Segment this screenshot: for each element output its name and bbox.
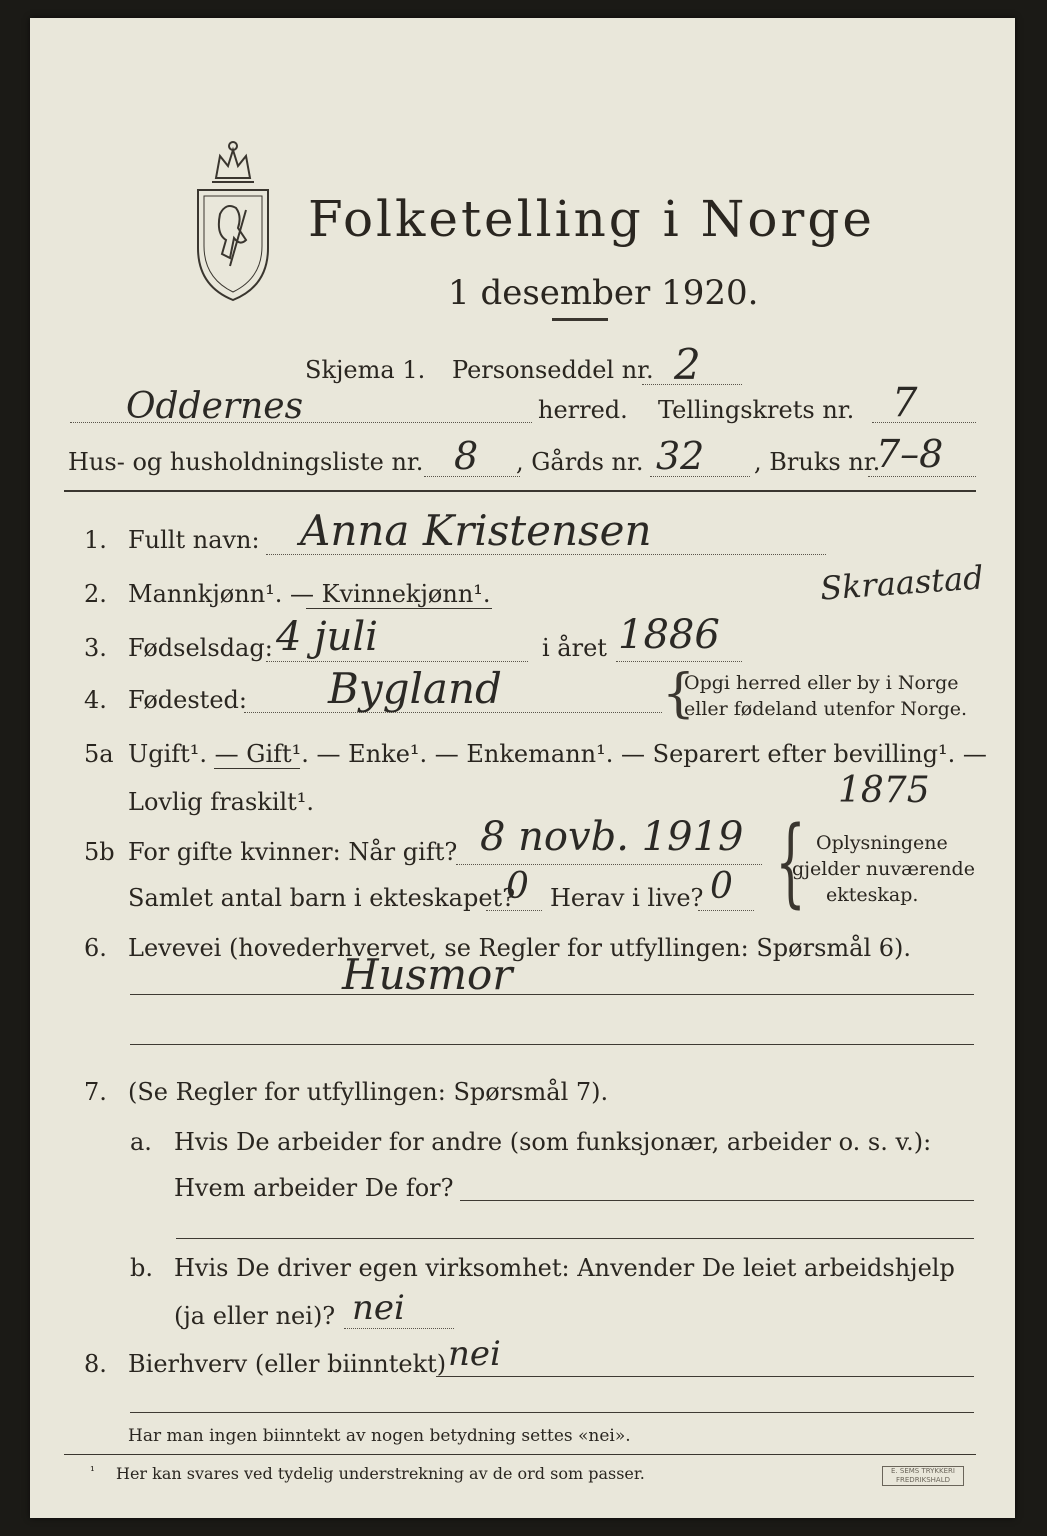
- q3-number: 3.: [84, 634, 107, 662]
- side-income-field[interactable]: [436, 1376, 974, 1377]
- employer-field-2[interactable]: [176, 1238, 974, 1239]
- q2-label: Mannkjønn¹. — Kvinnekjønn¹.: [128, 580, 491, 608]
- q7b-letter: b.: [130, 1254, 153, 1282]
- q6-label: Levevei (hovederhvervet, se Regler for utfyllingen: Spørsmål 6).: [128, 934, 912, 962]
- personseddel-label: Personseddel nr.: [452, 356, 654, 384]
- side-income-field-2[interactable]: [130, 1412, 974, 1413]
- birthplace-value: Bygland: [328, 664, 502, 713]
- q7b-text: Hvis De driver egen virksomhet: Anvender De leiet arbeidshjelp: [174, 1254, 955, 1282]
- q1-label: Fullt navn:: [128, 526, 260, 554]
- kvinnekjonn-underline: [306, 608, 492, 609]
- footnote: Her kan svares ved tydelig understrekning av de ord som passer.: [116, 1464, 645, 1483]
- q7-number: 7.: [84, 1078, 107, 1106]
- q7a-question: Hvem arbeider De for?: [174, 1174, 454, 1202]
- children-total-value: 0: [506, 866, 529, 907]
- bruks-label: , Bruks nr.: [754, 448, 881, 476]
- hus-value: 8: [454, 434, 479, 478]
- occupation-field-2[interactable]: [130, 1044, 974, 1045]
- q5b-brace: {: [775, 806, 806, 918]
- q4-number: 4.: [84, 686, 107, 714]
- hired-help-field[interactable]: [344, 1328, 454, 1329]
- birth-year-value: 1886: [618, 612, 720, 658]
- herred-label: herred.: [538, 396, 628, 424]
- children-alive-field[interactable]: [698, 910, 754, 911]
- marriage-date-field[interactable]: [456, 864, 762, 865]
- tellingskrets-field[interactable]: [872, 422, 976, 423]
- herred-value: Oddernes: [126, 386, 304, 427]
- footnote-mark: ¹: [90, 1464, 95, 1478]
- gards-value: 32: [656, 434, 705, 478]
- form-title: Folketelling i Norge: [308, 190, 875, 248]
- printer-stamp: [882, 1466, 964, 1486]
- year-label: i året: [542, 634, 607, 662]
- q7b-question: (ja eller nei)?: [174, 1302, 336, 1330]
- q5b-number: 5b: [84, 838, 115, 866]
- header-rule: [64, 490, 976, 492]
- census-form: [30, 18, 1015, 1518]
- q4-note-line1: Opgi herred eller by i Norge: [684, 672, 959, 694]
- census-date: 1 desember 1920.: [448, 273, 759, 313]
- occupation-field[interactable]: [130, 994, 974, 995]
- q5a-margin-value: 1875: [838, 770, 930, 811]
- q5a-line1: Ugift¹. — Gift¹. — Enke¹. — Enkemann¹. — Separert efter bevilling¹. —: [128, 740, 987, 768]
- q1-number: 1.: [84, 526, 107, 554]
- tellingskrets-label: Tellingskrets nr.: [658, 396, 855, 424]
- q2-number: 2.: [84, 580, 107, 608]
- q5b-note-line3: ekteskap.: [826, 884, 919, 906]
- printer-stamp-text: E. SEMS TRYKKERI FREDRIKSHALD: [891, 1467, 955, 1484]
- q7a-letter: a.: [130, 1128, 152, 1156]
- employer-field[interactable]: [460, 1200, 974, 1201]
- q5b-label1: For gifte kvinner: Når gift?: [128, 838, 458, 866]
- q4-label: Fødested:: [128, 686, 247, 714]
- full-name-value: Anna Kristensen: [300, 506, 652, 555]
- personseddel-value: 2: [674, 340, 701, 389]
- marriage-date-value: 8 novb. 1919: [480, 814, 744, 860]
- coat-of-arms-icon: [190, 136, 276, 304]
- birth-year-field[interactable]: [616, 661, 742, 662]
- q4-note-line2: eller fødeland utenfor Norge.: [684, 698, 968, 720]
- q5b-note-line2: gjelder nuværende: [792, 858, 975, 880]
- gift-underline: [214, 768, 300, 769]
- tellingskrets-value: 7: [892, 380, 918, 426]
- skjema-label: Skjema 1.: [305, 356, 426, 384]
- q5b-note-line1: Oplysningene: [816, 832, 948, 854]
- birthday-field[interactable]: [266, 661, 528, 662]
- q5a-line2: Lovlig fraskilt¹.: [128, 788, 315, 816]
- q7a-text: Hvis De arbeider for andre (som funksjonær, arbeider o. s. v.):: [174, 1128, 932, 1156]
- hired-help-value: nei: [352, 1288, 405, 1328]
- children-alive-value: 0: [710, 866, 733, 907]
- q4-brace: {: [662, 664, 696, 724]
- gards-label: , Gårds nr.: [516, 448, 644, 476]
- side-income-value: nei: [448, 1334, 501, 1374]
- bruks-field[interactable]: [868, 476, 976, 477]
- full-name-extra: Skraastad: [818, 558, 985, 608]
- children-total-field[interactable]: [486, 910, 542, 911]
- q5b-label3: Herav i live?: [550, 884, 704, 912]
- q8-label: Bierhverv (eller biinntekt): [128, 1350, 447, 1378]
- occupation-value: Husmor: [342, 950, 513, 999]
- title-divider: [552, 318, 608, 321]
- q5a-number: 5a: [84, 740, 114, 768]
- q7-label: (Se Regler for utfyllingen: Spørsmål 7).: [128, 1078, 609, 1106]
- birthday-value: 4 juli: [276, 614, 378, 660]
- q3-label: Fødselsdag:: [128, 634, 273, 662]
- q8-number: 8.: [84, 1350, 107, 1378]
- q5b-label2: Samlet antal barn i ekteskapet?: [128, 884, 516, 912]
- bruks-value: 7–8: [876, 432, 944, 476]
- q6-number: 6.: [84, 934, 107, 962]
- footer-note: Har man ingen biinntekt av nogen betydning settes «nei».: [128, 1426, 631, 1446]
- hus-label: Hus- og husholdningsliste nr.: [68, 448, 424, 476]
- footer-rule: [64, 1454, 976, 1455]
